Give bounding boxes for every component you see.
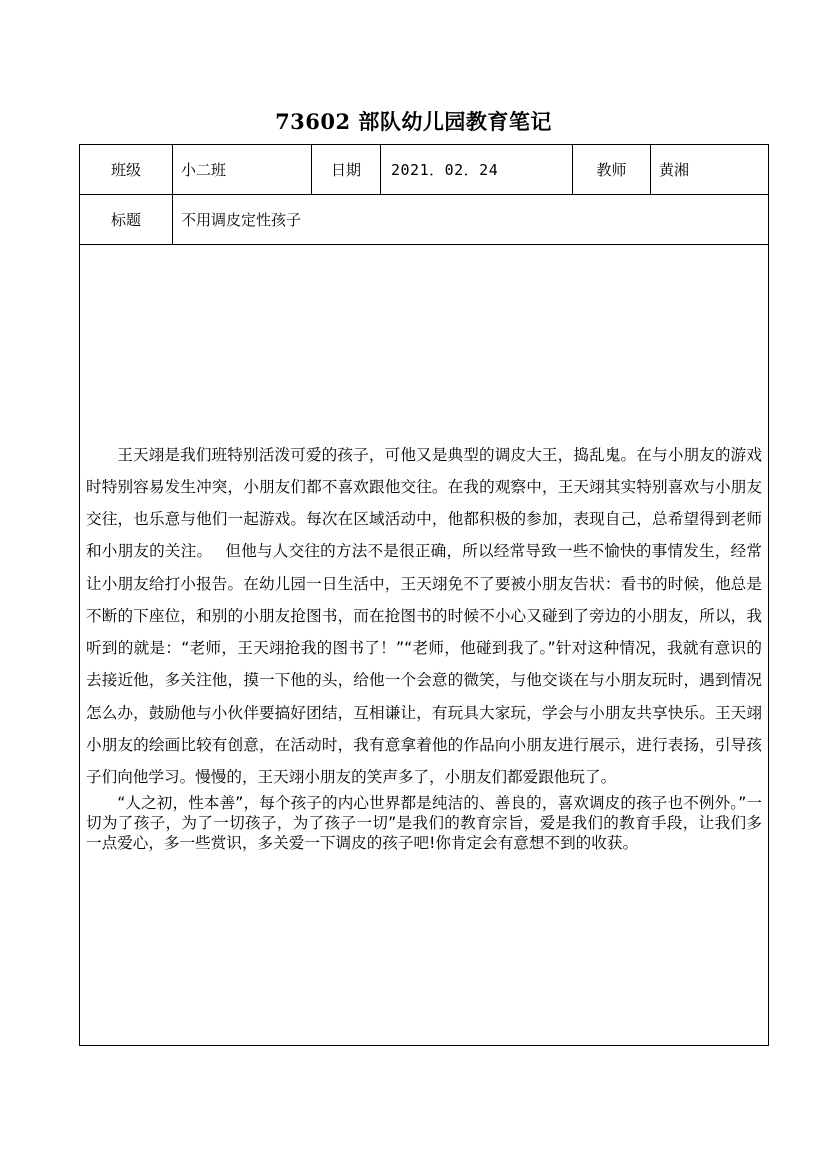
- document-title: 73602 部队幼儿园教育笔记: [275, 109, 552, 134]
- class-label: 班级: [80, 145, 173, 195]
- content-row: [80, 245, 769, 1046]
- date-label: 日期: [312, 145, 381, 195]
- subject-value: 不用调皮定性孩子: [173, 195, 769, 245]
- info-row: [80, 145, 769, 195]
- body-paragraph-1: 王天翊是我们班特别活泼可爱的孩子，可他又是典型的调皮大王，捣乱鬼。在与小朋友的游戏时特别容易发生冲突，小朋友们都不喜欢跟他交往。在我的观察中，王天翊其实特别喜欢与小朋友交往，也乐意与他们一起游戏。每次在区域活动中，他都积极的参加，表现自己，总希望得到老师和小朋友的关注。 但他与人交往的方法不是很正确，所以经常导致一些不愉快的事情发生，经常让小朋友给打小报告。在幼儿园一日生活中，王天翊免不了要被小朋友告状：看书的时候，他总是不断的下座位，和别的小朋友抢图书，而在抢图书的时候不小心又碰到了旁边的小朋友，所以，我听到的就是：“老师，王天翊抢我的图书了！”“老师，他碰到我了。”针对这种情况，我就有意识的去接近他，多关注他，摸一下他的头，给他一个会意的微笑，与他交谈在与小朋友玩时，遇到情况怎么办，鼓励他与小伙伴要搞好团结，互相谦让，有玩具大家玩，学会与小朋友共享快乐。王天翊小朋友的绘画比较有创意，在活动时，我有意拿着他的作品向小朋友进行展示，进行表扬，引导孩子们向他学习。慢慢的，王天翊小朋友的笑声多了，小朋友们都爱跟他玩了。: [86, 445, 762, 786]
- education-note-table: [79, 144, 769, 1046]
- subject-row: [80, 195, 769, 245]
- body-paragraph-2: “人之初，性本善”，每个孩子的内心世界都是纯洁的、善良的，喜欢调皮的孩子也不例外。”一切为了孩子，为了一切孩子，为了孩子一切”是我们的教育宗旨，爱是我们的教育手段，让我们多一点爱心，多一些赏识，多关爱一下调皮的孩子吧!你肯定会有意想不到的收获。: [86, 794, 762, 853]
- note-content: [80, 245, 769, 1046]
- class-value: 小二班: [173, 145, 312, 195]
- teacher-label: 教师: [573, 145, 651, 195]
- teacher-value: 黄湘: [651, 145, 769, 195]
- subject-label: 标题: [80, 195, 173, 245]
- date-value: 2021．02．24: [381, 145, 573, 195]
